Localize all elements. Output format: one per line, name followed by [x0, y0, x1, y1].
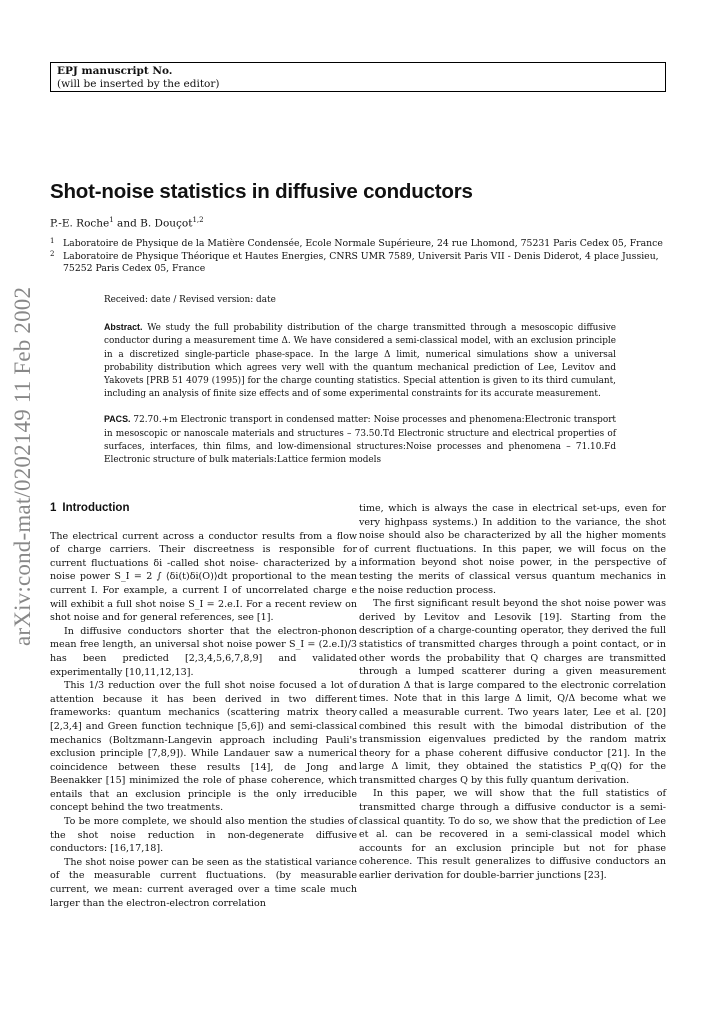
left-column: [50, 502, 357, 910]
paragraph: time, which is always the case in electrical set-ups, even for very highpass systems.) In addition to the variance, the shot noise should also be characterized by all the higher moments of current fluctuations. In this paper, we will focus on the information beyond shot noise power, in the perspective of testing the merits of classical versus quantum mechanics in the noise reduction process.: [359, 503, 666, 596]
paragraph: In this paper, we will show that the full statistics of transmitted charge through a diffusive conductor is a semi-classical quantity. To do so, we show that the prediction of Lee et al. can be recovered in a semi-classical model which accounts for an exclusion principle but not for phase coherence. This result generalizes to diffusive conductors an earlier derivation for double-barrier junctions [23].: [359, 788, 666, 882]
abstract-label: Abstract.: [104, 322, 143, 333]
paragraph: The first significant result beyond the shot noise power was derived by Levitov and Lesovik [19]. Starting from the description of a charge-counting operator, they derived the full statistics of transmitted charges through a point contact, or in other words the probability that Q charges are transmitted through a lumped scatterer during a given measurement duration Δ that is large compared to the electronic correlation times. Note that in this large Δ limit, Q/Δ become what we called a measurable current. Two years later, Lee et al. [20] combined this result with the bimodal distribution of the transmission eigenvalues predicted by the random matrix theory for a phase coherent diffusive conductor [21]. In the large Δ limit, they obtained the statistics P_q(Q) for the transmitted charges Q by this fully quantum derivation.: [359, 598, 666, 786]
affiliations: [50, 238, 670, 276]
pacs-label: PACS.: [104, 414, 131, 425]
paragraph: To be more complete, we should also mention the studies of the shot noise reduction in non-degenerate diffusive conductors: [16,17,18].: [50, 816, 357, 855]
affiliation-2: [50, 251, 670, 276]
affiliation-text: Laboratoire de Physique Théorique et Hautes Energies, CNRS UMR 7589, Universit Paris VII - Denis Diderot, 4 place Jussieu, 75252 Paris Cedex 05, France: [63, 250, 659, 274]
author-2: and B. Douçot: [113, 217, 193, 230]
affiliation-text: Laboratoire de Physique de la Matière Condensée, Ecole Normale Supérieure, 24 rue Lhomond, 75231 Paris Cedex 05, France: [63, 238, 663, 249]
journal-label: EPJ manuscript No.: [57, 65, 173, 77]
author-1: P.-E. Roche: [50, 217, 110, 230]
affiliation-number: 1: [50, 237, 55, 245]
front-matter: [104, 294, 616, 467]
editor-note: (will be inserted by the editor): [57, 78, 220, 90]
authors: [50, 216, 204, 230]
pacs: [104, 413, 616, 467]
abstract: [104, 321, 616, 401]
section-heading: [50, 502, 357, 516]
paragraph: This 1/3 reduction over the full shot noise focused a lot of attention because it has been derived in two different frameworks: quantum mechanics (scattering matrix theory [2,3,4] and Green function technique [5,6]) and semi-classical mechanics (Boltzmann-Langevin approach including Pauli's exclusion principle [7,8,9]). While Landauer saw a numerical coincidence between these results [14], de Jong and Beenakker [15] minimized the role of phase coherence, which entails that an exclusion principle is the only irreducible concept behind the two treatments.: [50, 680, 357, 814]
affiliation-1: [50, 238, 670, 251]
paper-title: Shot-noise statistics in diffusive conductors: [50, 180, 473, 203]
paragraph: In diffusive conductors shorter that the electron-phonon mean free length, an universal shot noise power S_I = (2.e.I)/3 has been predicted [2,3,4,5,6,7,8,9] and validated experimentally [10,11,12,13].: [50, 625, 357, 678]
received-line: Received: date / Revised version: date: [104, 295, 276, 305]
abstract-text: We study the full probability distribution of the charge transmitted through a mesoscopic diffusive conductor during a measurement time Δ. We have considered a semi-classical model, with an exclusion principle in a discretized single-particle phase-space. In the large Δ limit, numerical simulations show a universal probability distribution which agrees very well with the quantum mechanical prediction of Lee, Levitov and Yakovets [PRB 51 4079 (1995)] for the charge counting statistics. Special attention is given to its third cumulant, including an analysis of finite size effects and of some experimental constraints for its accurate measurement.: [104, 323, 616, 400]
paragraph: The shot noise power can be seen as the statistical variance of the measurable current fluctuations. (by measurable current, we mean: current averaged over a time scale much larger than the electron-electron correlation: [50, 856, 357, 909]
author-1-affil: 1: [109, 216, 114, 224]
arxiv-stamp[interactable]: arXiv:cond-mat/0202149 11 Feb 2002: [10, 286, 35, 646]
affiliation-number: 2: [50, 249, 55, 258]
author-2-affil: 1,2: [192, 216, 204, 224]
right-column: [359, 502, 666, 883]
paragraph: The electrical current across a conductor results from a flow of charge carriers. Their discreetness is responsible for current fluctuations δi -called shot noise- characterized by a noise power S_I = 2 ∫ ⟨δi(t)δi(O)⟩dt proportional to the mean current I. For example, a current I of uncorrelated charge e will exhibit a full shot noise S_I = 2.e.I. For a recent review on shot noise and for general references, see [1].: [50, 530, 357, 624]
pacs-text: 72.70.+m Electronic transport in condensed matter: Noise processes and phenomena:Electronic transport in mesoscopic or nanoscale materials and structures – 73.50.Td Electronic structure and electrical properties of surfaces, interfaces, thin films, and low-dimensional structures:Noise processes and phenomena – 71.10.Fd Electronic structure of bulk materials:Lattice fermion models: [104, 415, 617, 466]
section-title: Introduction: [62, 502, 130, 514]
editor-box: [50, 62, 666, 92]
section-number: 1: [50, 502, 57, 514]
